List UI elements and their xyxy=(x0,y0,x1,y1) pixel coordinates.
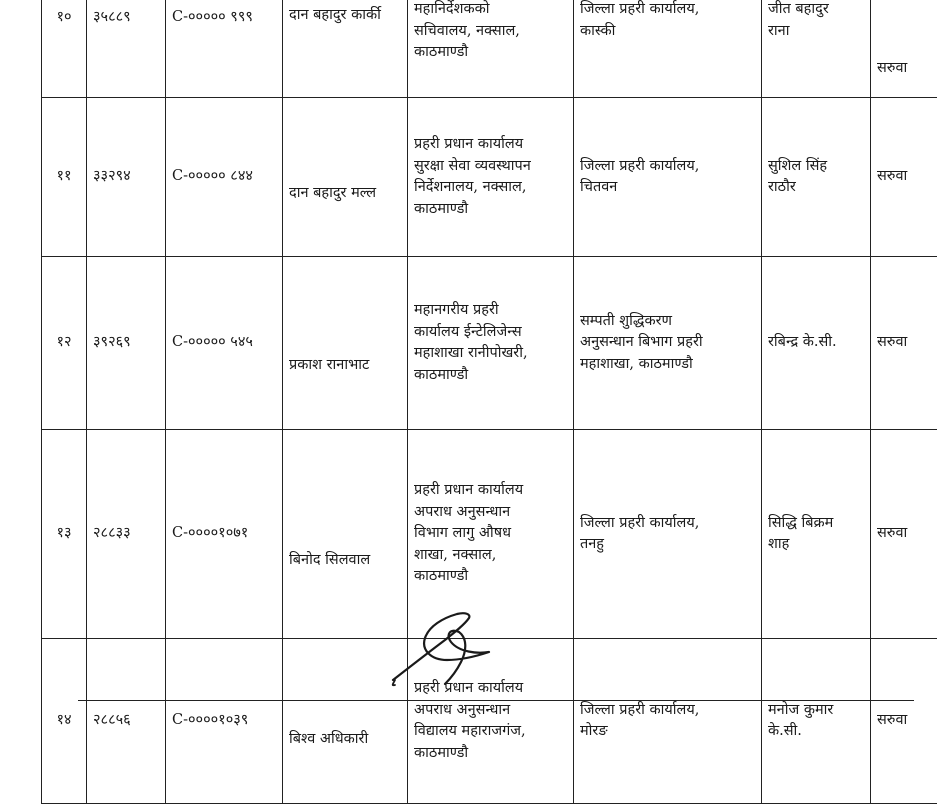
current-office-line: काठमाण्डौ xyxy=(414,42,567,64)
transfer-office-line: जिल्ला प्रहरी कार्यालय, xyxy=(580,700,755,722)
current-office-line: सुरक्षा सेवा व्यवस्थापन xyxy=(414,156,567,178)
transfer-office xyxy=(574,0,762,98)
employee-id: २८८५६ xyxy=(87,639,166,804)
transfer-office-line: मोरङ xyxy=(580,721,755,743)
employee-code: C-००००० ५४५ xyxy=(166,257,283,430)
employee-name: बिनोद सिलवाल xyxy=(283,430,408,639)
supervisor-name xyxy=(762,98,871,257)
transfer-office-line: चितवन xyxy=(580,177,755,199)
current-office xyxy=(408,257,574,430)
current-office-line: प्रहरी प्रधान कार्यालय xyxy=(414,134,567,156)
current-office-line: विभाग लागु औषध xyxy=(414,523,567,545)
transfer-office xyxy=(574,430,762,639)
remark: सरुवा xyxy=(871,0,937,98)
current-office xyxy=(408,0,574,98)
current-office-line: काठमाण्डौ xyxy=(414,743,567,765)
table-row xyxy=(42,98,937,257)
employee-code: C-००००० ८४४ xyxy=(166,98,283,257)
serial-number: १३ xyxy=(42,430,87,639)
employee-name: बिश्व अधिकारी xyxy=(283,639,408,804)
employee-code: C-००००१०७१ xyxy=(166,430,283,639)
transfer-office-line: सम्पती शुद्धिकरण xyxy=(580,311,755,333)
current-office-line: अपराध अनुसन्धान xyxy=(414,700,567,722)
supervisor-name xyxy=(762,639,871,804)
table-row xyxy=(42,257,937,430)
transfer-office-line: तनहु xyxy=(580,534,755,556)
current-office-line: काठमाण्डौ xyxy=(414,199,567,221)
table-row xyxy=(42,0,937,98)
current-office-line: विद्यालय महाराजगंज, xyxy=(414,721,567,743)
remark: सरुवा xyxy=(871,430,937,639)
transfer-office-line: जिल्ला प्रहरी कार्यालय, xyxy=(580,0,755,21)
serial-number: १० xyxy=(42,0,87,98)
current-office-line: प्रहरी प्रधान कार्यालय xyxy=(414,480,567,502)
remark: सरुवा xyxy=(871,639,937,804)
current-office-line: सचिवालय, नक्साल, xyxy=(414,21,567,43)
current-office-line: शाखा, नक्साल, xyxy=(414,545,567,567)
supervisor-name-line: सुशिल सिंह xyxy=(768,156,864,178)
current-office-line: कार्यालय ईन्टेलिजेन्स xyxy=(414,322,567,344)
employee-code: C-००००० ९९९ xyxy=(166,0,283,98)
current-office-line: काठमाण्डौ xyxy=(414,365,567,387)
employee-name: दान बहादुर मल्ल xyxy=(283,98,408,257)
employee-code: C-००००१०३९ xyxy=(166,639,283,804)
supervisor-name xyxy=(762,0,871,98)
employee-name: प्रकाश रानाभाट xyxy=(283,257,408,430)
supervisor-name-line: के.सी. xyxy=(768,721,864,743)
transfer-office-line: अनुसन्धान बिभाग प्रहरी xyxy=(580,332,755,354)
transfer-office-line: कास्की xyxy=(580,21,755,43)
current-office-line: अपराध अनुसन्धान xyxy=(414,502,567,524)
employee-id: ३९२६९ xyxy=(87,257,166,430)
current-office-line: निर्देशनालय, नक्साल, xyxy=(414,177,567,199)
supervisor-name-line: राना xyxy=(768,21,864,43)
supervisor-name-line: रबिन्द्र के.सी. xyxy=(768,332,864,354)
employee-name: दान बहादुर कार्की xyxy=(283,0,408,98)
transfer-office xyxy=(574,257,762,430)
supervisor-name-line: जीत बहादुर xyxy=(768,0,864,21)
footer-divider xyxy=(78,700,914,701)
transfer-office xyxy=(574,639,762,804)
transfer-office-line: महाशाखा, काठमाण्डौ xyxy=(580,354,755,376)
transfer-office-line: जिल्ला प्रहरी कार्यालय, xyxy=(580,156,755,178)
transfer-office-line: जिल्ला प्रहरी कार्यालय, xyxy=(580,513,755,535)
transfer-office xyxy=(574,98,762,257)
supervisor-name xyxy=(762,257,871,430)
handwritten-signature-icon xyxy=(385,606,495,688)
remark: सरुवा xyxy=(871,257,937,430)
supervisor-name-line: मनोज कुमार xyxy=(768,700,864,722)
supervisor-name xyxy=(762,430,871,639)
current-office xyxy=(408,98,574,257)
serial-number: ११ xyxy=(42,98,87,257)
current-office-line: महाशाखा रानीपोखरी, xyxy=(414,343,567,365)
current-office-line: महानिर्देशकको xyxy=(414,0,567,21)
supervisor-name-line: शाह xyxy=(768,534,864,556)
employee-id: ३३२९४ xyxy=(87,98,166,257)
current-office-line: काठमाण्डौ xyxy=(414,566,567,588)
serial-number: १२ xyxy=(42,257,87,430)
supervisor-name-line: सिद्धि बिक्रम xyxy=(768,513,864,535)
serial-number: १४ xyxy=(42,639,87,804)
current-office-line: प्रहरी प्रधान कार्यालय xyxy=(414,678,567,700)
supervisor-name-line: राठौर xyxy=(768,177,864,199)
remark: सरुवा xyxy=(871,98,937,257)
employee-id: २८८३३ xyxy=(87,430,166,639)
employee-id: ३५८८९ xyxy=(87,0,166,98)
current-office-line: महानगरीय प्रहरी xyxy=(414,300,567,322)
